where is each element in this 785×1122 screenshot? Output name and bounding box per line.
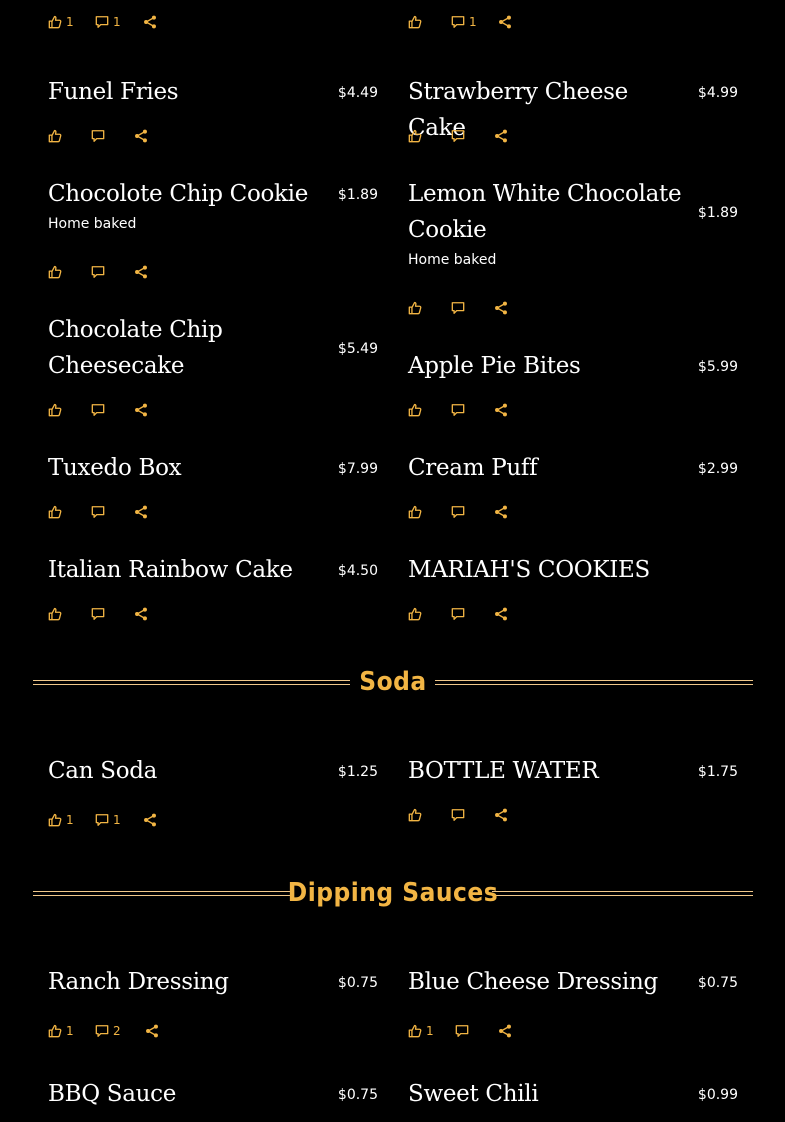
item-actions (48, 403, 248, 419)
like-button[interactable] (408, 301, 422, 315)
item-name: Can Soda (48, 758, 158, 784)
share-button[interactable] (494, 301, 508, 315)
thumbs-up-icon (408, 15, 422, 29)
thumbs-up-icon (408, 505, 422, 519)
menu-item-ranch-dressing[interactable] (48, 964, 378, 1038)
top-left-actions (48, 15, 248, 31)
share-icon (134, 403, 148, 417)
comment-icon (451, 15, 465, 29)
item-name: BOTTLE WATER (408, 758, 599, 784)
menu-item-apple-pie-bites[interactable] (408, 348, 738, 384)
thumbs-up-icon (48, 607, 62, 621)
like-button[interactable] (48, 505, 62, 519)
like-button[interactable] (408, 129, 422, 143)
thumbs-up-icon (408, 607, 422, 621)
section-header-soda (33, 662, 753, 702)
thumbs-up-icon (408, 403, 422, 417)
comment-button[interactable] (451, 403, 465, 417)
item-actions (408, 403, 608, 419)
comment-button[interactable] (91, 265, 105, 279)
thumbs-up-icon (408, 129, 422, 143)
like-button[interactable] (48, 1024, 74, 1038)
menu-item-bottle-water[interactable] (408, 753, 738, 789)
menu-item-can-soda[interactable] (48, 753, 378, 827)
share-button[interactable] (494, 129, 508, 143)
top-right-actions (408, 15, 608, 31)
menu-item-strawberry-cheese-cake[interactable] (408, 74, 738, 146)
like-count: 1 (66, 813, 74, 827)
item-name: Sweet Chili (408, 1081, 539, 1107)
share-icon (134, 607, 148, 621)
menu-item-blue-cheese-dressing[interactable] (408, 964, 738, 1038)
item-price: $5.99 (697, 359, 738, 375)
item-price: $0.75 (697, 975, 738, 991)
comment-button[interactable] (451, 301, 465, 315)
section-title: Soda (359, 667, 427, 697)
comment-count: 1 (469, 15, 477, 29)
comment-button[interactable] (451, 808, 465, 822)
item-name: Funel Fries (48, 79, 179, 105)
share-button[interactable] (143, 15, 157, 29)
item-price: $1.75 (697, 764, 738, 780)
thumbs-up-icon (48, 505, 62, 519)
share-icon (134, 129, 148, 143)
comment-icon (91, 129, 105, 143)
comment-icon (451, 129, 465, 143)
menu-item-chocolote-chip-cookie[interactable] (48, 176, 378, 232)
like-button[interactable] (408, 403, 422, 417)
comment-button[interactable] (451, 129, 465, 143)
thumbs-up-icon (48, 15, 62, 29)
like-button[interactable] (48, 403, 62, 417)
like-button[interactable] (408, 808, 422, 822)
share-icon (494, 808, 508, 822)
item-name: Chocolate Chip Cheesecake (48, 317, 223, 379)
item-name: Italian Rainbow Cake (48, 557, 293, 583)
share-icon (143, 15, 157, 29)
item-name: Cream Puff (408, 455, 538, 481)
item-price: $1.25 (337, 764, 378, 780)
item-description: Home baked (48, 216, 137, 232)
item-actions (48, 129, 248, 145)
item-name: Ranch Dressing (48, 969, 229, 995)
thumbs-up-icon (48, 265, 62, 279)
section-title: Dipping Sauces (287, 878, 499, 908)
comment-button[interactable] (91, 505, 105, 519)
share-button[interactable] (134, 607, 148, 621)
item-actions (408, 808, 608, 824)
comment-button[interactable] (455, 1024, 469, 1038)
comment-icon (95, 15, 109, 29)
item-name: Blue Cheese Dressing (408, 969, 658, 995)
item-actions (48, 813, 248, 829)
item-name: Apple Pie Bites (408, 353, 581, 379)
comment-count: 1 (113, 813, 121, 827)
comment-icon (95, 1024, 109, 1038)
share-icon (143, 813, 157, 827)
like-button[interactable] (408, 607, 422, 621)
menu-item-bbq-sauce[interactable] (48, 1076, 378, 1112)
comment-button[interactable] (95, 1024, 121, 1038)
share-button[interactable] (134, 129, 148, 143)
comment-button[interactable] (91, 403, 105, 417)
like-button[interactable] (408, 1024, 434, 1038)
share-icon (494, 505, 508, 519)
like-button[interactable] (48, 15, 74, 29)
share-icon (498, 1024, 512, 1038)
share-button[interactable] (498, 1024, 512, 1038)
comment-button[interactable] (95, 15, 121, 29)
like-button[interactable] (408, 15, 422, 29)
item-price: $4.49 (337, 85, 378, 101)
item-actions (48, 505, 248, 521)
share-button[interactable] (134, 403, 148, 417)
share-icon (494, 607, 508, 621)
share-icon (134, 265, 148, 279)
item-price: $0.75 (337, 1087, 378, 1103)
item-actions (48, 265, 248, 281)
item-name: BBQ Sauce (48, 1081, 177, 1107)
like-button[interactable] (48, 607, 62, 621)
comment-button[interactable] (451, 607, 465, 621)
item-actions (408, 129, 608, 145)
like-count: 1 (426, 1024, 434, 1038)
menu-item-tuxedo-box[interactable] (48, 450, 378, 486)
comment-button[interactable] (451, 15, 477, 29)
thumbs-up-icon (48, 129, 62, 143)
item-name: Lemon White Chocolate Cookie (408, 181, 682, 243)
like-button[interactable] (48, 813, 74, 827)
menu-item-funel-fries[interactable] (48, 74, 378, 110)
item-description: Home baked (408, 252, 497, 268)
comment-icon (451, 403, 465, 417)
comment-icon (91, 505, 105, 519)
share-icon (494, 301, 508, 315)
menu-item-lemon-white-chocolate-cookie[interactable] (408, 176, 738, 268)
share-button[interactable] (134, 265, 148, 279)
comment-button[interactable] (95, 813, 121, 827)
item-price: $5.49 (337, 341, 378, 357)
comment-icon (451, 505, 465, 519)
comment-count: 2 (113, 1024, 121, 1038)
item-price: $2.99 (697, 461, 738, 477)
menu-item-cream-puff[interactable] (408, 450, 738, 486)
item-name: Tuxedo Box (48, 455, 182, 481)
item-price: $1.89 (697, 205, 738, 221)
thumbs-up-icon (408, 808, 422, 822)
item-price: $0.99 (697, 1087, 738, 1103)
item-price: $0.75 (337, 975, 378, 991)
item-name: Strawberry Cheese Cake (408, 79, 628, 141)
thumbs-up-icon (48, 813, 62, 827)
share-button[interactable] (145, 1024, 159, 1038)
item-name: MARIAH'S COOKIES (408, 557, 650, 583)
share-icon (145, 1024, 159, 1038)
share-button[interactable] (494, 505, 508, 519)
share-icon (494, 129, 508, 143)
like-button[interactable] (48, 265, 62, 279)
comment-count: 1 (113, 15, 121, 29)
item-actions (408, 301, 608, 317)
share-button[interactable] (494, 607, 508, 621)
like-button[interactable] (48, 129, 62, 143)
comment-icon (451, 607, 465, 621)
like-count: 1 (66, 1024, 74, 1038)
comment-icon (95, 813, 109, 827)
item-name: Chocolote Chip Cookie (48, 181, 309, 207)
comment-icon (91, 607, 105, 621)
comment-button[interactable] (451, 505, 465, 519)
share-icon (134, 505, 148, 519)
thumbs-up-icon (48, 403, 62, 417)
share-icon (494, 403, 508, 417)
menu-item-sweet-chili[interactable] (408, 1076, 738, 1112)
comment-icon (451, 808, 465, 822)
item-price: $1.89 (337, 187, 378, 203)
share-icon (498, 15, 512, 29)
like-count: 1 (66, 15, 74, 29)
comment-button[interactable] (91, 129, 105, 143)
comment-icon (91, 265, 105, 279)
menu-item-chocolate-chip-cheesecake[interactable] (48, 312, 378, 384)
menu-item-mariahs-cookies[interactable] (408, 552, 738, 588)
comment-icon (455, 1024, 469, 1038)
share-button[interactable] (494, 403, 508, 417)
comment-button[interactable] (91, 607, 105, 621)
thumbs-up-icon (408, 1024, 422, 1038)
like-button[interactable] (408, 505, 422, 519)
menu-item-italian-rainbow-cake[interactable] (48, 552, 378, 588)
item-actions (48, 607, 248, 623)
section-header-dipping-sauces (33, 873, 753, 913)
item-actions (408, 607, 608, 623)
item-price: $7.99 (337, 461, 378, 477)
share-button[interactable] (143, 813, 157, 827)
item-price: $4.99 (697, 85, 738, 101)
share-button[interactable] (498, 15, 512, 29)
comment-icon (451, 301, 465, 315)
thumbs-up-icon (408, 301, 422, 315)
comment-icon (91, 403, 105, 417)
item-actions (408, 1024, 608, 1040)
item-actions (408, 505, 608, 521)
thumbs-up-icon (48, 1024, 62, 1038)
share-button[interactable] (134, 505, 148, 519)
share-button[interactable] (494, 808, 508, 822)
item-price: $4.50 (337, 563, 378, 579)
item-actions (48, 1024, 248, 1040)
